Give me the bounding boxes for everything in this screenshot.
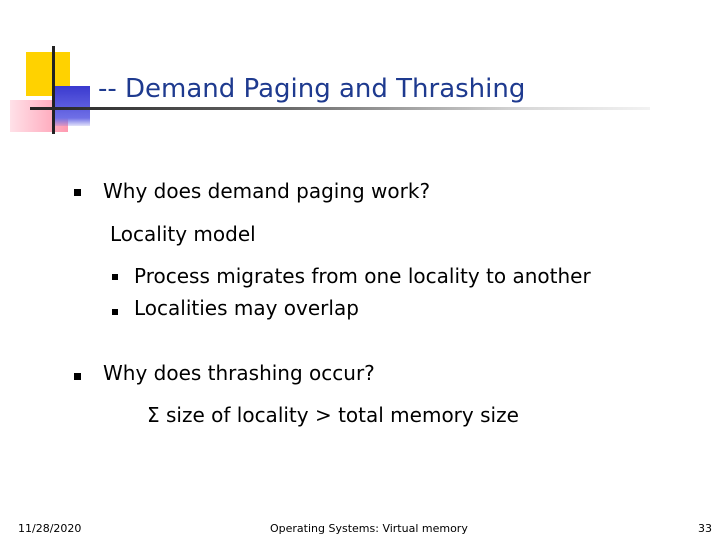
bullet-square — [74, 373, 81, 380]
footer-date: 11/28/2020 — [18, 522, 82, 535]
title-underline — [30, 107, 650, 110]
sub-bullet-square — [112, 309, 118, 315]
slide-title: -- Demand Paging and Thrashing — [98, 74, 526, 104]
footer-course: Operating Systems: Virtual memory — [270, 522, 468, 535]
bullet-text: Why does demand paging work? — [103, 179, 431, 203]
deco-blue-square — [52, 86, 90, 126]
bullet-text: Why does thrashing occur? — [103, 361, 375, 385]
sub-bullet-text: Process migrates from one locality to another — [134, 264, 591, 288]
sub-bullet-text: Localities may overlap — [134, 296, 359, 320]
deco-vertical-line — [52, 46, 55, 134]
page-number: 33 — [698, 522, 712, 535]
formula — [147, 403, 519, 427]
sigma-symbol: Σ — [147, 403, 160, 427]
formula-text: size of locality > total memory size — [166, 403, 519, 427]
sub-bullet-square — [112, 274, 118, 280]
subheading: Locality model — [110, 222, 256, 246]
bullet-square — [74, 189, 81, 196]
